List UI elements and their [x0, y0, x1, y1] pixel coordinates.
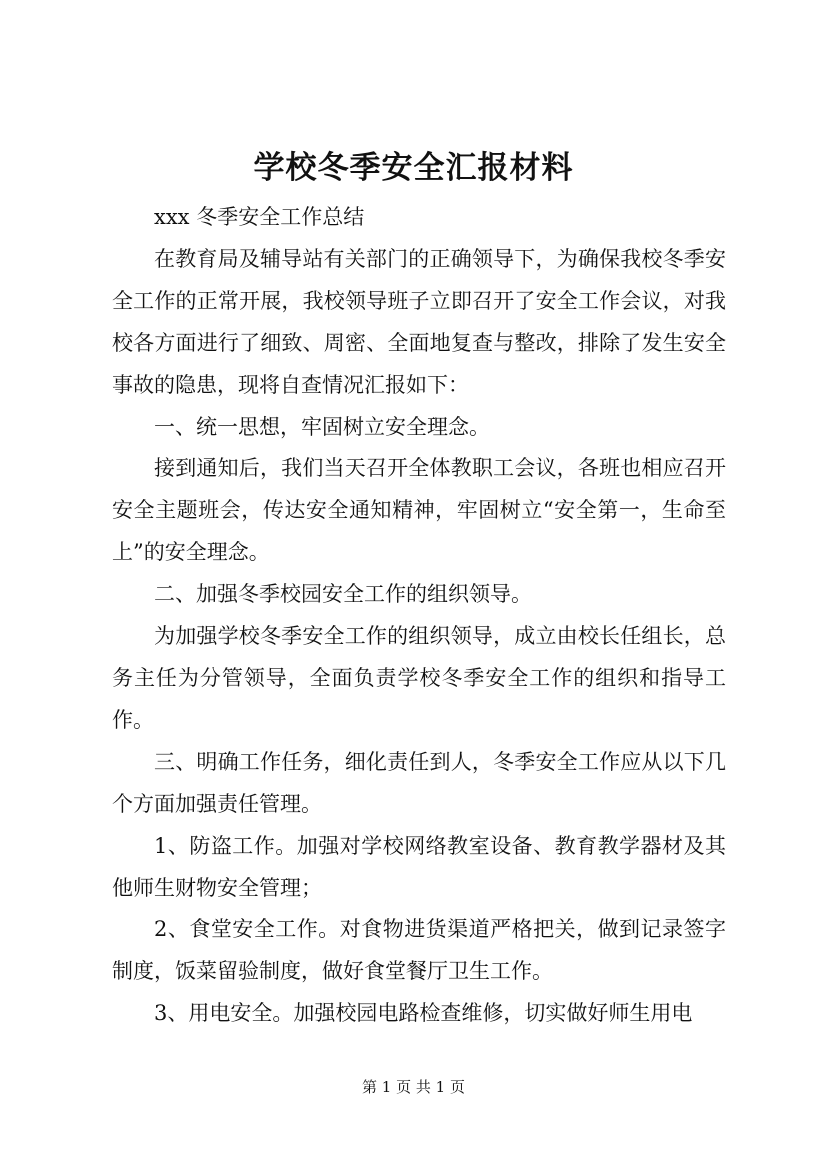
section-heading-1: 一、统一思想，牢固树立安全理念。	[154, 414, 490, 439]
section-heading-2: 二、加强冬季校园安全工作的组织领导。	[154, 582, 532, 607]
list-item-electricity: 3、用电安全。加强校园电路检查维修，切实做好师生用电	[154, 1001, 693, 1026]
section-heading-3: 三、明确工作任务，细化责任到人，冬季安全工作应从以下几个方面加强责任管理。	[112, 749, 726, 816]
paragraph-subtitle: xxx 冬季安全工作总结	[154, 205, 365, 229]
paragraph-section-1: 接到通知后，我们当天召开全体教职工会议，各班也相应召开安全主题班会，传达安全通知精神，牢固树立“安全第一，生命至上”的安全理念。	[112, 456, 726, 565]
list-item-anti-theft: 1、防盗工作。加强对学校网络教室设备、教育教学器材及其他师生财物安全管理；	[112, 833, 726, 900]
list-item-canteen: 2、食堂安全工作。对食物进货渠道严格把关，做到记录签字制度，饭菜留验制度，做好食堂餐厅卫生工作。	[112, 917, 726, 984]
page-footer: 第 1 页 共 1 页	[362, 1078, 465, 1096]
paragraph-section-2: 为加强学校冬季安全工作的组织领导，成立由校长任组长，总务主任为分管领导，全面负责学校冬季安全工作的组织和指导工作。	[112, 624, 726, 732]
document-body	[112, 197, 726, 1035]
document-title: 学校冬季安全汇报材料	[253, 150, 574, 186]
paragraph-intro: 在教育局及辅导站有关部门的正确领导下，为确保我校冬季安全工作的正常开展，我校领导班子立即召开了安全工作会议，对我校各方面进行了细致、周密、全面地复查与整改，排除了发生安全事故的隐患，现将自查情况汇报如下：	[112, 246, 726, 397]
